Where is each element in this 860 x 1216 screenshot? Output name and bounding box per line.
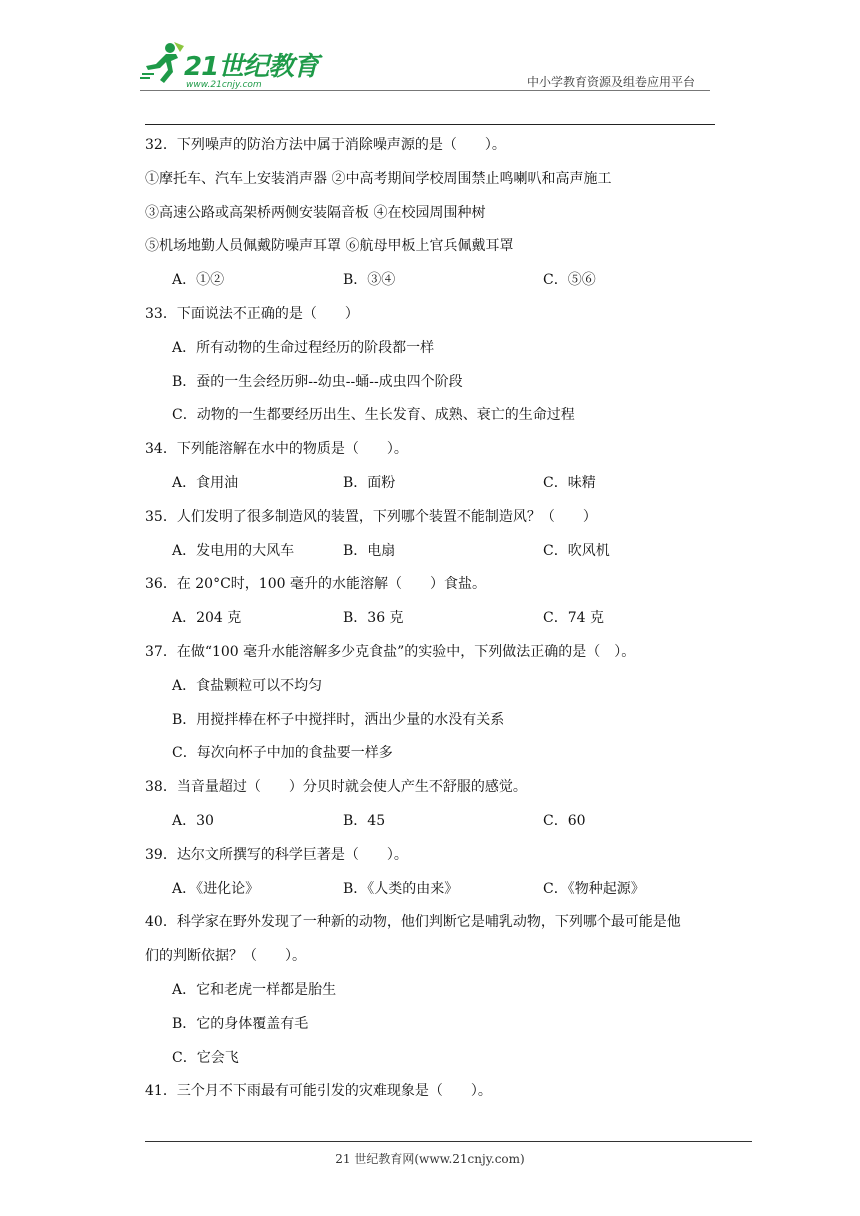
header-divider [140,90,710,91]
answer-option: C．每次向杯子中加的食盐要一样多 [172,745,393,761]
question-stem: 38．当音量超过（ ）分贝时就会使人产生不舒服的感觉。 [145,779,527,795]
answer-option: C．它会飞 [172,1050,239,1066]
answer-option: B．它的身体覆盖有毛 [172,1016,309,1032]
question-stem: 40．科学家在野外发现了一种新的动物，他们判断它是哺乳动物，下列哪个最可能是他 [145,914,681,930]
question-stem: 33．下面说法不正确的是（ ） [145,306,359,322]
answer-option: C．动物的一生都要经历出生、生长发育、成熟、衰亡的生命过程 [172,407,575,423]
answer-option: A．所有动物的生命过程经历的阶段都一样 [172,340,435,356]
answer-option: A．《进化论》 [172,881,260,897]
page-header [0,0,860,130]
question-stem: 34．下列能溶解在水中的物质是（ ）。 [145,441,408,457]
answer-option: B．面粉 [343,475,396,491]
question-stem: 41．三个月不下雨最有可能引发的灾难现象是（ ）。 [145,1083,492,1099]
answer-option: C．《物种起源》 [543,881,645,897]
answer-option: A．食用油 [172,475,239,491]
question-text: ③高速公路或高架桥两侧安装隔音板 ④在校园周围种树 [145,205,486,221]
question-stem: 32．下列噪声的防治方法中属于消除噪声源的是（ ）。 [145,137,506,153]
question-stem: 37．在做“100 毫升水能溶解多少克食盐”的实验中，下列做法正确的是（ ）。 [145,644,636,660]
answer-option: A．204 克 [172,610,242,626]
question-text: 们的判断依据？（ ）。 [145,948,306,964]
answer-option: C．味精 [543,475,596,491]
answer-option: C．74 克 [543,610,604,626]
runner-icon [140,40,186,86]
question-text: ⑤机场地勤人员佩戴防噪声耳罩 ⑥航母甲板上官兵佩戴耳罩 [145,238,514,254]
answer-option: C．60 [543,813,586,829]
question-stem: 39．达尔文所撰写的科学巨著是（ ）。 [145,847,408,863]
logo-url: www.21cnjy.com [186,80,262,90]
answer-option: A．30 [172,813,214,829]
platform-name: 中小学教育资源及组卷应用平台 [527,75,696,89]
answer-option: A．它和老虎一样都是胎生 [172,982,337,998]
answer-option: A．食盐颗粒可以不均匀 [172,678,323,694]
answer-option: C．吹风机 [543,543,610,559]
answer-option: B．电扇 [343,543,396,559]
question-stem: 36．在 20°C时，100 毫升的水能溶解（ ）食盐。 [145,576,486,592]
answer-option: B．③④ [343,272,396,288]
answer-option: B．36 克 [343,610,404,626]
answer-option: B．蚕的一生会经历卵--幼虫--蛹--成虫四个阶段 [172,374,463,390]
question-stem: 35．人们发明了很多制造风的装置，下列哪个装置不能制造风？（ ） [145,509,597,525]
footer-divider [145,1141,752,1142]
answer-option: C．⑤⑥ [543,272,596,288]
answer-option: B．45 [343,813,386,829]
content-top-rule [145,124,715,125]
answer-option: A．发电用的大风车 [172,543,295,559]
answer-option: B．《人类的由来》 [343,881,459,897]
answer-option: B．用搅拌棒在杯子中搅拌时，洒出少量的水没有关系 [172,712,505,728]
question-text: ①摩托车、汽车上安装消声器 ②中高考期间学校周围禁止鸣喇叭和高声施工 [145,171,612,187]
footer-text: 21 世纪教育网(www.21cnjy.com) [335,1152,525,1166]
answer-option: A．①② [172,272,225,288]
logo-text: 21世纪教育 [184,52,319,82]
